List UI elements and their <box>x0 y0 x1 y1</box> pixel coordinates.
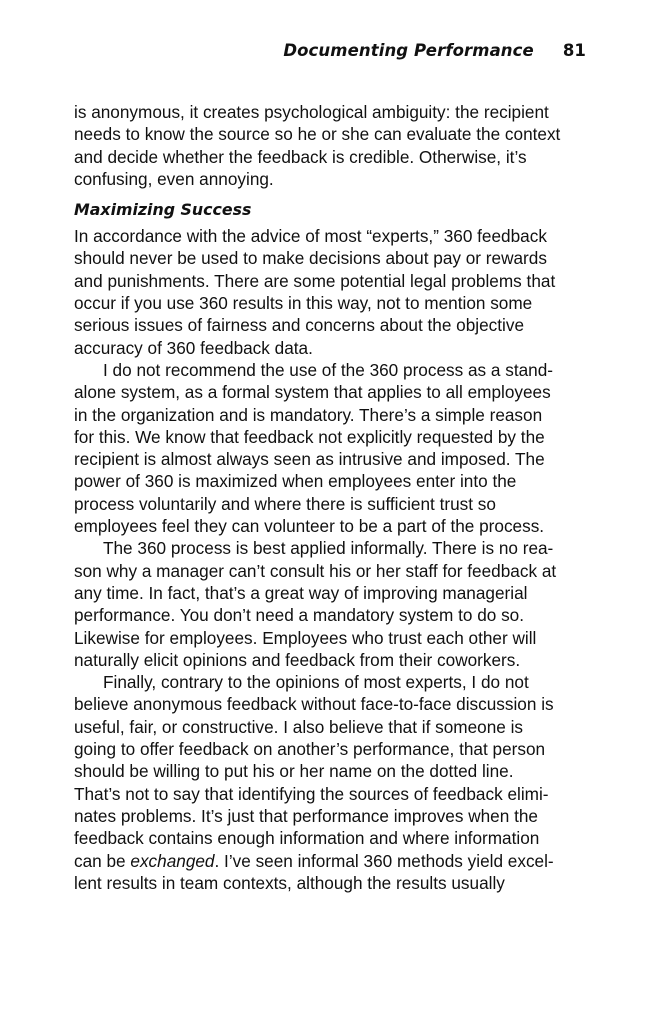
section-heading: Maximizing Success <box>74 200 252 220</box>
text-line: employees feel they can volunteer to be a part of the process. <box>74 516 545 537</box>
emphasized-word: exchanged <box>130 850 215 871</box>
text-line: believe anonymous feedback without face-to-face discussion is <box>74 694 554 715</box>
emphasis-suffix: . I’ve seen informal 360 methods yield excel- <box>214 850 554 871</box>
text-line: recipient is almost always seen as intrusive and imposed. The <box>74 449 545 470</box>
text-line: accuracy of 360 feedback data. <box>74 337 313 358</box>
text-line: going to offer feedback on another’s performance, that person <box>74 739 546 760</box>
chapter-title: Documenting Performance <box>283 41 534 60</box>
text-line-with-emphasis <box>74 850 590 872</box>
text-line: son why a manager can’t consult his or her staff for feedback at <box>74 560 557 581</box>
text-line: and decide whether the feedback is credible. Otherwise, it’s <box>74 146 527 167</box>
text-line: useful, fair, or constructive. I also believe that if someone is <box>74 716 524 737</box>
text-line: naturally elicit opinions and feedback from their coworkers. <box>74 649 521 670</box>
paragraph-continued <box>74 101 590 190</box>
text-line: is anonymous, it creates psychological ambiguity: the recipient <box>74 102 549 122</box>
text-line: for this. We know that feedback not explicitly requested by the <box>74 426 545 447</box>
paragraph-accordance <box>74 225 590 359</box>
text-line: serious issues of fairness and concerns about the objective <box>74 315 524 336</box>
text-line: alone system, as a formal system that applies to all employees <box>74 382 551 403</box>
text-line: should be willing to put his or her name on the dotted line. <box>74 761 514 782</box>
body-text <box>74 101 590 894</box>
text-line: In accordance with the advice of most “experts,” 360 feedback <box>74 226 547 247</box>
text-line: process voluntarily and where there is sufficient trust so <box>74 493 496 514</box>
text-line: confusing, even annoying. <box>74 168 274 189</box>
page-number: 81 <box>562 41 586 60</box>
text-line: I do not recommend the use of the 360 process as a stand- <box>103 359 554 380</box>
text-line: feedback contains enough information and where information <box>74 828 540 849</box>
text-line: occur if you use 360 results in this way, not to mention some <box>74 293 533 314</box>
emphasis-prefix: can be <box>74 850 131 871</box>
text-line: Likewise for employees. Employees who trust each other will <box>74 627 537 648</box>
text-line: in the organization and is mandatory. There’s a simple reason <box>74 404 543 425</box>
text-line: lent results in team contexts, although the results usually <box>74 872 505 893</box>
paragraph-informal <box>74 537 590 671</box>
text-line: nates problems. It’s just that performance improves when the <box>74 805 538 826</box>
text-line: needs to know the source so he or she can evaluate the context <box>74 124 561 145</box>
paragraph-finally <box>74 671 590 894</box>
text-line: power of 360 is maximized when employees enter into the <box>74 471 517 492</box>
text-line: should never be used to make decisions about pay or rewards <box>74 248 547 269</box>
running-header <box>283 41 586 60</box>
text-line: and punishments. There are some potential legal problems that <box>74 270 556 291</box>
text-line: The 360 process is best applied informally. There is no rea- <box>103 538 554 559</box>
text-line: Finally, contrary to the opinions of most experts, I do not <box>103 672 529 693</box>
paragraph-recommend <box>74 359 590 537</box>
text-line: performance. You don’t need a mandatory system to do so. <box>74 605 525 626</box>
text-line: That’s not to say that identifying the sources of feedback elimi- <box>74 783 549 804</box>
text-line: any time. In fact, that’s a great way of improving managerial <box>74 582 528 603</box>
